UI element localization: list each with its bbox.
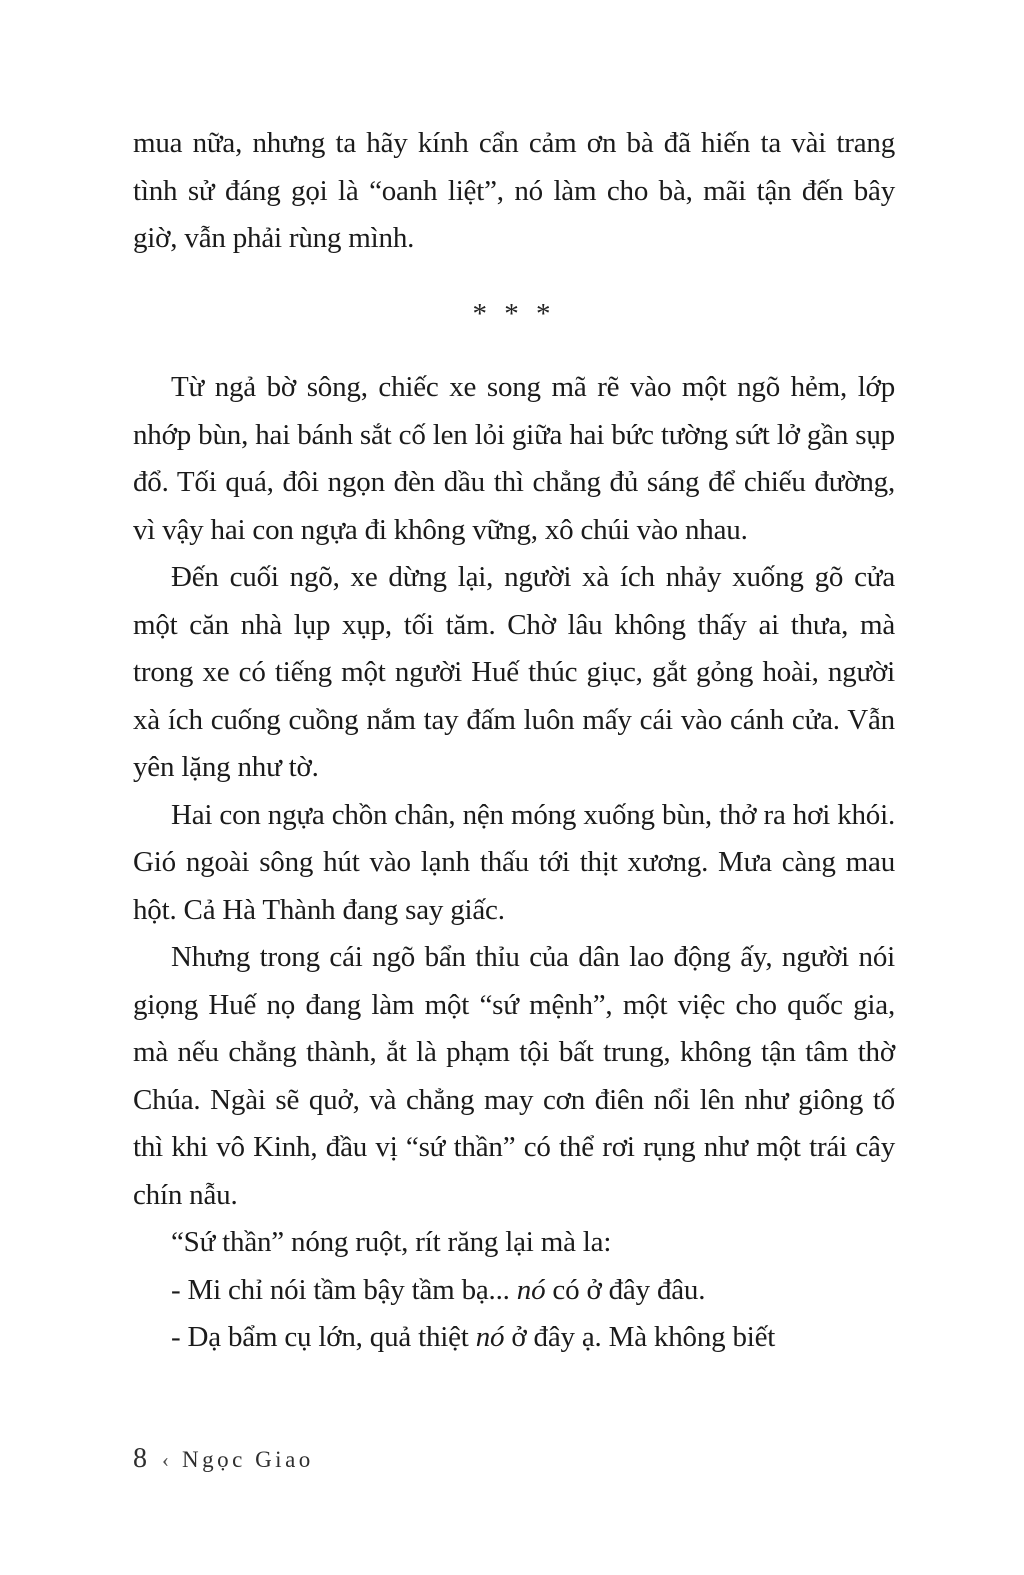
text-segment: “Sứ thần” nóng ruột, rít răng lại mà la: bbox=[171, 1226, 612, 1258]
text-segment: ở đây ạ. Mà không biết bbox=[504, 1321, 776, 1353]
paragraph bbox=[133, 1314, 895, 1362]
text-segment: Hai con ngựa chồn chân, nện móng xuống bùn, thở ra hơi khói. Gió ngoài sông hút vào lạnh thấu tới thịt xương. Mưa càng mau hột. Cả Hà Thành đang say giấc. bbox=[133, 798, 895, 926]
text-segment: có ở đây đâu. bbox=[545, 1273, 706, 1306]
footer-separator-icon: ‹ bbox=[162, 1448, 169, 1472]
paragraph bbox=[133, 1267, 895, 1315]
text-segment: nó bbox=[475, 1321, 505, 1353]
text-segment: Nhưng trong cái ngõ bẩn thỉu của dân lao động ấy, người nói giọng Huế nọ đang làm một “sứ mệnh”, một việc cho quốc gia, mà nếu chẳng thành, ắt là phạm tội bất trung, không tận tâm thờ Chúa. Ngài sẽ quở, và chẳng may cơn điên nổi lên như giông tố thì khi vô Kinh, đầu vị “sứ thần” có thể rơi rụng như một trái cây chín nẫu. bbox=[133, 941, 895, 1211]
paragraph bbox=[133, 120, 895, 263]
author-name: Ngọc Giao bbox=[182, 1447, 314, 1472]
text-segment: - Mi chỉ nói tầm bậy tầm bạ... bbox=[171, 1273, 517, 1306]
paragraph bbox=[133, 934, 895, 1219]
page-text-block bbox=[133, 120, 895, 1362]
paragraph bbox=[133, 792, 895, 935]
paragraph bbox=[133, 364, 895, 554]
text-segment: Từ ngả bờ sông, chiếc xe song mã rẽ vào một ngõ hẻm, lớp nhớp bùn, hai bánh sắt cố len lỏi giữa hai bức tường sứt lở gần sụp đổ. Tối quá, đôi ngọn đèn dầu thì chẳng đủ sáng để chiếu đường, vì vậy hai con ngựa đi không vững, xô chúi vào nhau. bbox=[133, 371, 895, 546]
paragraph bbox=[133, 1219, 895, 1267]
text-segment: nó bbox=[516, 1273, 546, 1306]
page-number: 8 bbox=[133, 1443, 147, 1474]
text-segment: - Dạ bẩm cụ lớn, quả thiệt bbox=[171, 1321, 476, 1353]
text-segment: Đến cuối ngõ, xe dừng lại, người xà ích nhảy xuống gõ cửa một căn nhà lụp xụp, tối tăm. Chờ lâu không thấy ai thưa, mà trong xe có tiếng một người Huế thúc giục, gắt gỏng hoài, người xà ích cuống cuồng nắm tay đấm luôn mấy cái vào cánh cửa. Vẫn yên lặng như tờ. bbox=[133, 561, 895, 783]
section-separator: * * * bbox=[472, 297, 556, 330]
paragraph bbox=[133, 554, 895, 792]
page-footer bbox=[133, 1443, 314, 1475]
text-segment: mua nữa, nhưng ta hãy kính cẩn cảm ơn bà đã hiến ta vài trang tình sử đáng gọi là “oanh liệt”, nó làm cho bà, mãi tận đến bây giờ, vẫn phải rùng mình. bbox=[133, 127, 895, 254]
